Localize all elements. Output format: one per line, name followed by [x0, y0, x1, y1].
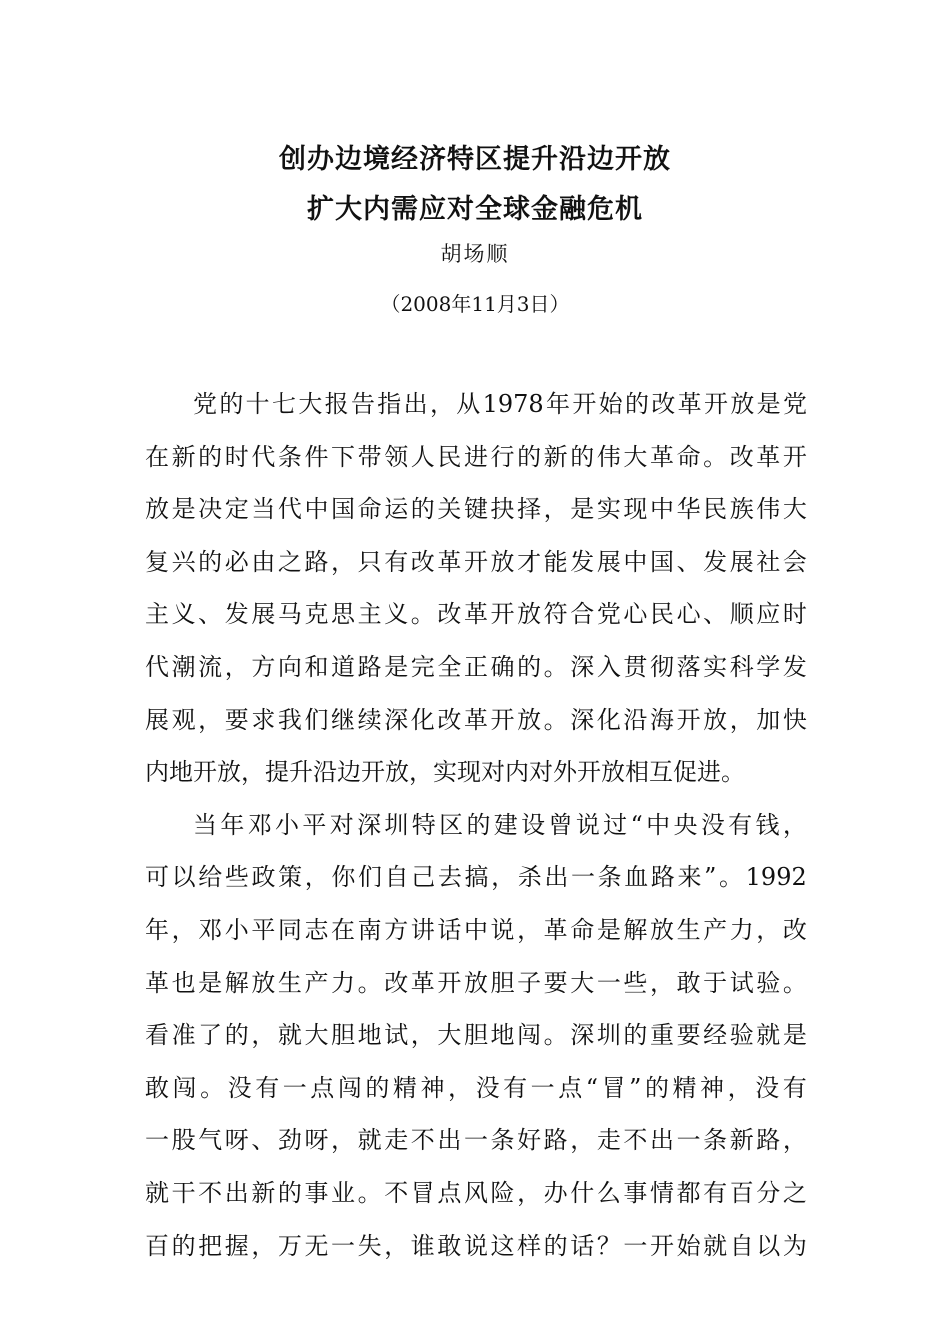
text-line: 敢 闯 。 没 有 一 点 闯 的 精 神 ， 没 有 一 点 “ 冒 ” 的 精 神 ， 没 有	[145, 1073, 807, 1102]
text-line: 代 潮 流 ， 方 向 和 道 路 是 完 全 正 确 的 。 深 入 贯 彻 落 实 科 学 发	[145, 652, 807, 681]
document-body	[145, 380, 807, 1274]
paragraph-1	[145, 380, 807, 801]
text-line: 主 义 、 发 展 马 克 思 主 义 。 改 革 开 放 符 合 党 心 民 心 、 顺 应 时	[145, 600, 807, 629]
text-line: 内 地 开 放 ， 提 升 沿 边 开 放 ， 实 现 对 内 对 外 开 放 相 互 促 进 。	[145, 758, 745, 787]
document-date: （2008年11月3日）	[380, 292, 570, 316]
text-line: 可 以 给 些 政 策 ， 你 们 自 己 去 搞 ， 杀 出 一 条 血 路 来 ” 。 1992	[145, 863, 807, 892]
text-line: 复 兴 的 必 由 之 路 ， 只 有 改 革 开 放 才 能 发 展 中 国 、 发 展 社 会	[145, 547, 807, 576]
document-author: 胡场顺	[440, 242, 510, 266]
text-line: 百 的 把 握 ， 万 无 一 失 ， 谁 敢 说 这 样 的 话 ？ 一 开 始 就 自 以 为	[145, 1231, 807, 1260]
text-line: 革 也 是 解 放 生 产 力 。 改 革 开 放 胆 子 要 大 一 些 ， 敢 于 试 验 。	[145, 968, 807, 997]
text-line: 一 股 气 呀 、 劲 呀 ， 就 走 不 出 一 条 好 路 ， 走 不 出 一 条 新 路 ，	[145, 1126, 807, 1155]
text-line: 当 年 邓 小 平 对 深 圳 特 区 的 建 设 曾 说 过 “ 中 央 没 有 钱 ，	[193, 810, 807, 839]
document-title-line-2: 扩大内需应对全球金融危机	[307, 194, 643, 225]
text-line: 在 新 的 时 代 条 件 下 带 领 人 民 进 行 的 新 的 伟 大 革 命 。 改 革 开	[145, 442, 807, 471]
paragraph-2	[145, 801, 807, 1274]
text-line: 放 是 决 定 当 代 中 国 命 运 的 关 键 抉 择 ， 是 实 现 中 华 民 族 伟 大	[145, 495, 807, 524]
text-line: 展 观 ， 要 求 我 们 继 续 深 化 改 革 开 放 。 深 化 沿 海 开 放 ， 加 快	[145, 705, 807, 734]
text-line: 看 准 了 的 ， 就 大 胆 地 试 ， 大 胆 地 闯 。 深 圳 的 重 要 经 验 就 是	[145, 1021, 807, 1050]
text-line: 党 的 十 七 大 报 告 指 出 ， 从 1978 年 开 始 的 改 革 开 放 是 党	[193, 390, 807, 418]
text-line: 年 ， 邓 小 平 同 志 在 南 方 讲 话 中 说 ， 革 命 是 解 放 生 产 力 ， 改	[145, 915, 807, 944]
document-title-line-1: 创办边境经济特区提升沿边开放	[279, 144, 671, 175]
text-line: 就 干 不 出 新 的 事 业 。 不 冒 点 风 险 ， 办 什 么 事 情 都 有 百 分 之	[145, 1178, 807, 1207]
